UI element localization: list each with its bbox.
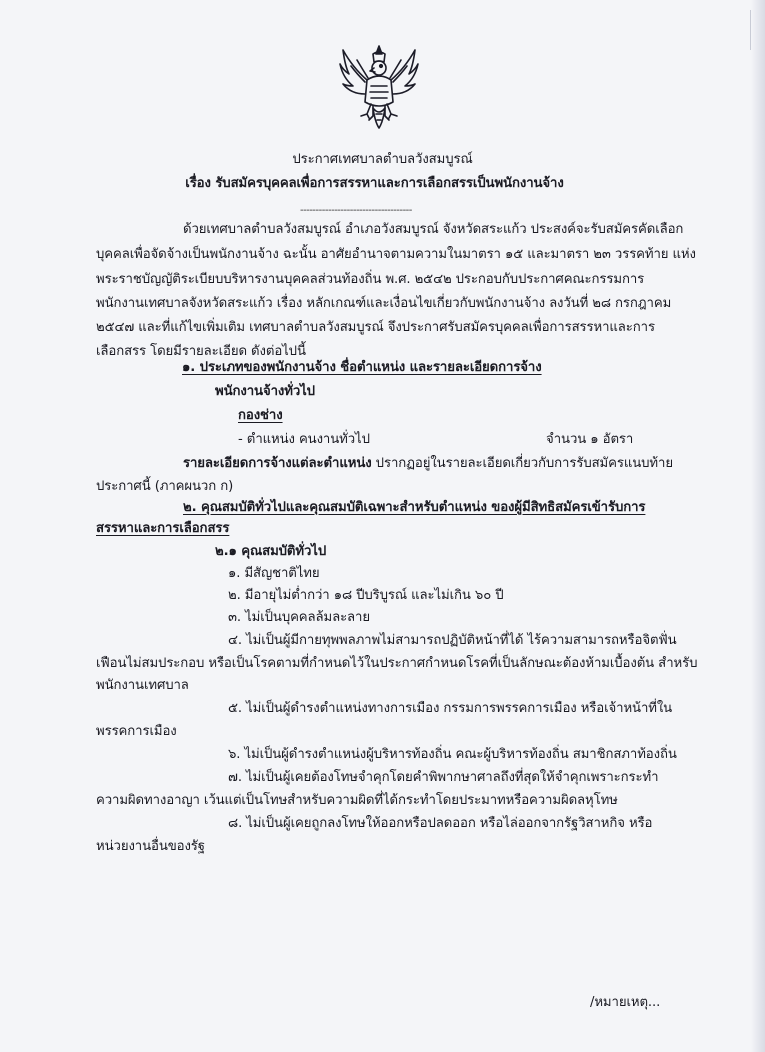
announcement-title: ประกาศเทศบาลตำบลวังสมบูรณ์ (292, 152, 473, 167)
qualification-item: พนักงานเทศบาล (96, 678, 189, 693)
intro-line: ๒๕๔๗ และที่แก้ไขเพิ่มเติม เทศบาลตำบลวังสมบูรณ์ จึงประกาศรับสมัครบุคคลเพื่อการสรรหาและการ (96, 320, 655, 335)
qualification-item: ๗. ไม่เป็นผู้เคยต้องโทษจำคุกโดยคำพิพากษาศาลถึงที่สุดให้จำคุกเพราะกระทำ (228, 770, 659, 785)
qualification-item: ๖. ไม่เป็นผู้ดำรงตำแหน่งผู้บริหารท้องถิ่น คณะผู้บริหารท้องถิ่น สมาชิกสภาท้องถิ่น (228, 747, 677, 762)
position-name: - ตำแหน่ง คนงานทั่วไป (238, 432, 370, 447)
qualification-item: ๓. ไม่เป็นบุคคลล้มละลาย (228, 610, 370, 625)
qualification-item: ๑. มีสัญชาติไทย (228, 566, 320, 581)
section1-heading: ๑. ประเภทของพนักงานจ้าง ชื่อตำแหน่ง และรายละเอียดการจ้าง (182, 360, 542, 375)
qualification-item: ความผิดทางอาญา เว้นแต่เป็นโทษสำหรับความผิดที่ได้กระทำโดยประมาทหรือความผิดลหุโทษ (96, 793, 618, 808)
intro-line: บุคคลเพื่อจัดจ้างเป็นพนักงานจ้าง ฉะนั้น อาศัยอำนาจตามความในมาตรา ๑๕ และมาตรา ๒๓ วรรคท้าย แห่ง (96, 247, 696, 262)
intro-line: พนักงานเทศบาลจังหวัดสระแก้ว เรื่อง หลักเกณฑ์และเงื่อนไขเกี่ยวกับพนักงานจ้าง ลงวันที่ ๒๘ กรกฎาคม (96, 296, 672, 311)
header-divider: ------------------------------------ (300, 205, 412, 216)
continued-marker: /หมายเหตุ... (590, 995, 661, 1010)
section2-heading-line2: สรรหาและการเลือกสรร (96, 521, 230, 536)
qualification-item: ๔. ไม่เป็นผู้มีกายทุพพลภาพไม่สามารถปฏิบัติหน้าที่ได้ ไร้ความสามารถหรือจิตฟั่น (228, 633, 677, 648)
employee-type: พนักงานจ้างทั่วไป (215, 384, 315, 399)
section2-heading: ๒. คุณสมบัติทั่วไปและคุณสมบัติเฉพาะสำหรับตำแหน่ง ของผู้มีสิทธิสมัครเข้ารับการ (183, 500, 646, 515)
division-name: กองช่าง (238, 408, 283, 423)
employment-detail-line2: ประกาศนี้ (ภาคผนวก ก) (96, 479, 234, 494)
employment-detail (183, 456, 673, 472)
employment-detail-label: รายละเอียดการจ้างแต่ละตำแหน่ง (183, 456, 372, 471)
announcement-subject: เรื่อง รับสมัครบุคคลเพื่อการสรรหาและการเลือกสรรเป็นพนักงานจ้าง (185, 176, 564, 191)
section2-subheading: ๒.๑ คุณสมบัติทั่วไป (215, 544, 327, 559)
qualification-item: ๒. มีอายุไม่ต่ำกว่า ๑๘ ปีบริบูรณ์ และไม่เกิน ๖๐ ปี (228, 588, 504, 603)
position-quota: จำนวน ๑ อัตรา (546, 432, 634, 447)
qualification-item: พรรคการเมือง (96, 724, 177, 739)
intro-line: พระราชบัญญัติระเบียบบริหารงานบุคคลส่วนท้องถิ่น พ.ศ. ๒๕๔๒ ประกอบกับประกาศคณะกรรมการ (96, 272, 645, 287)
qualification-item: หน่วยงานอื่นของรัฐ (96, 839, 205, 854)
page-edge-line (750, 10, 751, 50)
qualification-item: เฟือนไม่สมประกอบ หรือเป็นโรคตามที่กำหนดไว้ในประกาศกำหนดโรคที่เป็นลักษณะต้องห้ามเบื้องต้น สำหรับ (96, 656, 698, 671)
qualification-item: ๕. ไม่เป็นผู้ดำรงตำแหน่งทางการเมือง กรรมการพรรคการเมือง หรือเจ้าหน้าที่ใน (228, 701, 673, 716)
employment-detail-text: ปรากฏอยู่ในรายละเอียดเกี่ยวกับการรับสมัครแนบท้าย (371, 456, 673, 471)
qualification-item: ๘. ไม่เป็นผู้เคยถูกลงโทษให้ออกหรือปลดออก หรือไล่ออกจากรัฐวิสาหกิจ หรือ (228, 816, 653, 831)
garuda-emblem-icon (337, 42, 421, 132)
intro-line: เลือกสรร โดยมีรายละเอียด ดังต่อไปนี้ (96, 344, 306, 359)
intro-line: ด้วยเทศบาลตำบลวังสมบูรณ์ อำเภอวังสมบูรณ์ จังหวัดสระแก้ว ประสงค์จะรับสมัครคัดเลือก (183, 222, 684, 237)
